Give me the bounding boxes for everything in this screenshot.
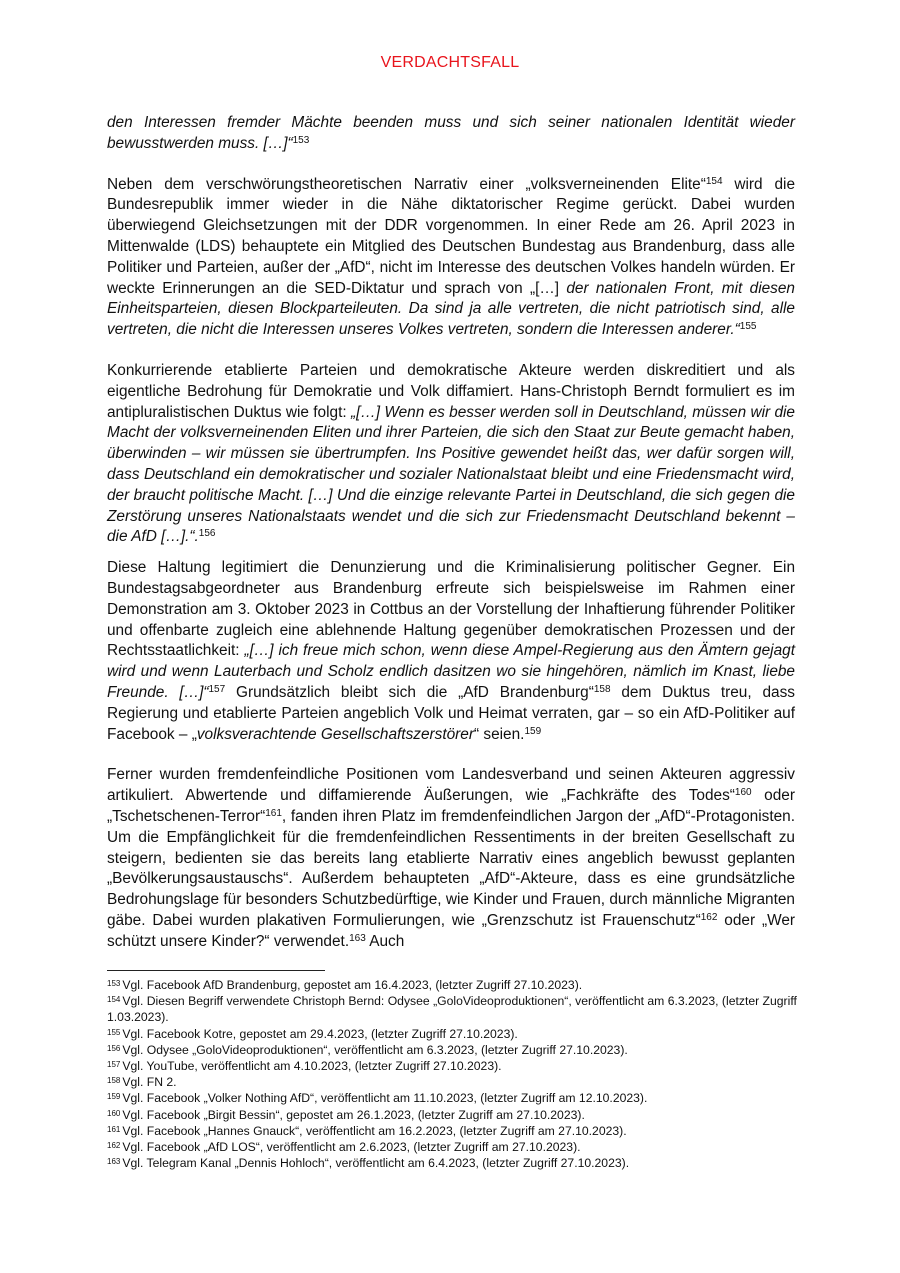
footnote-ref: 163 xyxy=(349,932,366,944)
footnote: $^{156}$ Vgl. Odysee „GoloVideoproduktionen“, veröffentlicht am 6.3.2023, (letzter Zugriff 27.10.2023). xyxy=(107,1042,628,1057)
footnote-ref: 162 xyxy=(700,911,718,923)
quote-text: „[…] Wenn es besser werden soll in Deutschland, müssen wir die Macht der volksverneinenden Eliten und ihrer Parteien, die sich den Staat zur Beute gemacht haben, überwinden – wir müssen sie übertrumpfen. Ins Positive gewendet heißt das, wer dafür sorgen will, dass Deutschland ein demokratischer und sozialer Nationalstaat bleibt und eine Friedensmacht wird, der braucht politische Macht. […] Und die einzige relevante Partei in Deutschland, die sich gegen die Zerstörung unseres Nationalstaats wendet und die sich zur Friedensmacht Deutschland bekennt – die AfD […].“. xyxy=(107,403,795,546)
footnote: $^{158}$ Vgl. FN 2. xyxy=(107,1075,177,1090)
footnote: $^{155}$ Vgl. Facebook Kotre, gepostet am 29.4.2023, (letzter Zugriff 27.10.2023). xyxy=(107,1026,518,1041)
footnote-ref: 158 xyxy=(593,683,611,695)
body-text xyxy=(107,113,795,952)
footnote: $^{161}$ Vgl. Facebook „Hannes Gnauck“, veröffentlicht am 16.2.2023, (letzter Zugriff am 27.10.2023). xyxy=(107,1123,627,1138)
footnote-ref: 160 xyxy=(734,787,752,799)
quote-text: der nationalen Front, mit diesen Einheitsparteien, diesen Blockparteileuten. Da sind ja alle vertreten, die nicht patriotisch sind, alle vertreten, die nicht die Interessen unseres Volkes vertreten, sondern die Interessen anderer.“ xyxy=(107,279,795,339)
quote-text: den Interessen fremder Mächte beenden muss und sich seiner nationalen Identität wieder bewusstwerden muss. […]“ xyxy=(107,114,795,152)
quote-text: „[…] ich freue mich schon, wenn diese Ampel-Regierung aus den Ämtern gejagt wird und wenn Lauterbach und Scholz endlich dasitzen wo sie hingehören, nämlich im Knast, liebe Freunde. […]“ xyxy=(107,642,795,701)
paragraph-2: Neben dem verschwörungstheoretischen Narrativ einer „volksverneinenden Elite“$^{154}$ wird die Bundesrepublik immer wieder in die Nähe diktatorischer Regime gerückt. Dabei wurden überwiegend Gleichsetzungen mit der DDR vorgenommen. In einer Rede am 26. April 2023 in Mittenwalde (LDS) behauptete ein Mitglied des Deutschen Bundestag aus Brandenburg, dass alle Politiker und Parteien, außer der „AfD“, nicht im Interesse des deutschen Volkes handeln würden. Er weckte Erinnerungen an die SED-Diktatur und sprach von „[…] der nationalen Front, mit diesen Einheitsparteien, diesen Blockparteileuten. Da sind ja alle vertreten, die nicht patriotisch sind, alle vertreten, die nicht die Interessen unseres Volkes vertreten, sondern die Interessen anderer.“$^{155}$ xyxy=(107,175,796,339)
paragraph-3: Konkurrierende etablierte Parteien und demokratische Akteure werden diskreditiert und als eigentliche Bedrohung für Demokratie und Volk diffamiert. Hans-Christoph Berndt formuliert es im antipluralistischen Duktus wie folgt: „[…] Wenn es besser werden soll in Deutschland, müssen wir die Macht der volksverneinenden Eliten und ihrer Parteien, die sich den Staat zur Beute gemacht haben, überwinden – wir müssen sie übertrumpfen. Ins Positive gewendet heißt das, wer dafür sorgen will, dass Deutschland ein demokratischer und sozialer Nationalstaat bleibt und eine Friedensmacht wird, der braucht politische Macht. […] Und die einzige relevante Partei in Deutschland, die sich gegen die Zerstörung unseres Nationalstaats wendet und die sich zur Friedensmacht Deutschland bekennt – die AfD […].“.$^{156}$ xyxy=(107,361,795,546)
footnote-ref: 153 xyxy=(292,134,310,146)
footnote: $^{160}$ Vgl. Facebook „Birgit Bessin“, gepostet am 26.1.2023, (letzter Zugriff am 27.10.2023). xyxy=(107,1107,585,1122)
paragraph-4: Diese Haltung legitimiert die Denunzierung und die Kriminalisierung politischer Gegner. Ein Bundestagsabgeordneter aus Brandenburg erfreute sich beispielsweise im Rahmen einer Demonstration am 3. Oktober 2023 in Cottbus an der Vorstellung der Inhaftierung führender Politiker und offenbarte zugleich eine ablehnende Haltung gegenüber demokratischen Prozessen und der Rechtsstaatlichkeit: „[…] ich freue mich schon, wenn diese Ampel-Regierung aus den Ämtern gejagt wird und wenn Lauterbach und Scholz endlich dasitzen wo sie hingehören, nämlich im Knast, liebe Freunde. […]“$^{157}$ Grundsätzlich bleibt sich die „AfD Brandenburg“$^{158}$ dem Duktus treu, dass Regierung und etablierte Parteien angeblich Volk und Heimat verraten, gar – so ein AfD-Politiker auf Facebook – „volksverachtende Gesellschaftszerstörer“ seien.$^{159}$ xyxy=(107,559,795,743)
footnote-ref: 159 xyxy=(524,725,542,737)
footnote: $^{154}$ Vgl. Diesen Begriff verwendete Christoph Bernd: Odysee „GoloVideoproduktionen“, veröffentlicht am 6.3.2023, (letzter Zugriff 1.03.2023). xyxy=(107,994,797,1025)
footnote-ref: 157 xyxy=(208,683,226,695)
paragraph-1 xyxy=(107,113,795,155)
footnote: $^{163}$ Vgl. Telegram Kanal „Dennis Hohloch“, veröffentlicht am 6.4.2023, (letzter Zugriff 27.10.2023). xyxy=(107,1156,630,1171)
footnote-ref: 156 xyxy=(198,528,216,540)
footnote-ref: 161 xyxy=(265,807,282,819)
quote-text: volksverachtende Gesellschaftszerstörer xyxy=(196,725,474,743)
footnote: $^{159}$ Vgl. Facebook „Volker Nothing AfD“, veröffentlicht am 11.10.2023, (letzter Zugriff am 12.10.2023). xyxy=(107,1091,648,1106)
footnote: $^{162}$ Vgl. Facebook „AfD LOS“, veröffentlicht am 2.6.2023, (letzter Zugriff am 27.10.2023). xyxy=(107,1140,581,1155)
footnotes xyxy=(107,977,797,1171)
page-header-title: VERDACHTSFALL xyxy=(380,54,520,71)
paragraph-5: Ferner wurden fremdenfeindliche Positionen vom Landesverband und seinen Akteuren aggressiv artikuliert. Abwertende und diffamierende Äußerungen, wie „Fachkräfte des Todes“$^{160}$ oder „Tschetschenen-Terror“$^{161}$, fanden ihren Platz im fremdenfeindlichen Jargon der „AfD“-Protagonisten. Um die Empfänglichkeit für die fremdenfeindlichen Ressentiments in der breiten Gesellschaft zu steigern, bedienten sie das bereits lang etablierte Narrativ eines angeblich bewusst geplanten „Bevölkerungsaustauschs“. Außerdem behaupteten „AfD“-Akteure, dass es eine grundsätzliche Bedrohungslage für besonders Schutzbedürftige, wie Kinder und Frauen, durch männliche Migranten gäbe. Dabei wurden plakativen Formulierungen, wie „Grenzschutz ist Frauenschutz“$^{162}$ oder „Wer schützt unsere Kinder?“ verwendet.$^{163}$ Auch xyxy=(107,766,795,950)
footnote: $^{157}$ Vgl. YouTube, veröffentlicht am 4.10.2023, (letzter Zugriff 27.10.2023). xyxy=(107,1059,502,1074)
footnote: $^{153}$ Vgl. Facebook AfD Brandenburg, gepostet am 16.4.2023, (letzter Zugriff 27.10.2023). xyxy=(107,978,583,992)
footnote-ref: 154 xyxy=(705,175,723,187)
footnote-separator xyxy=(107,970,325,971)
footnote-ref: 155 xyxy=(739,321,757,333)
